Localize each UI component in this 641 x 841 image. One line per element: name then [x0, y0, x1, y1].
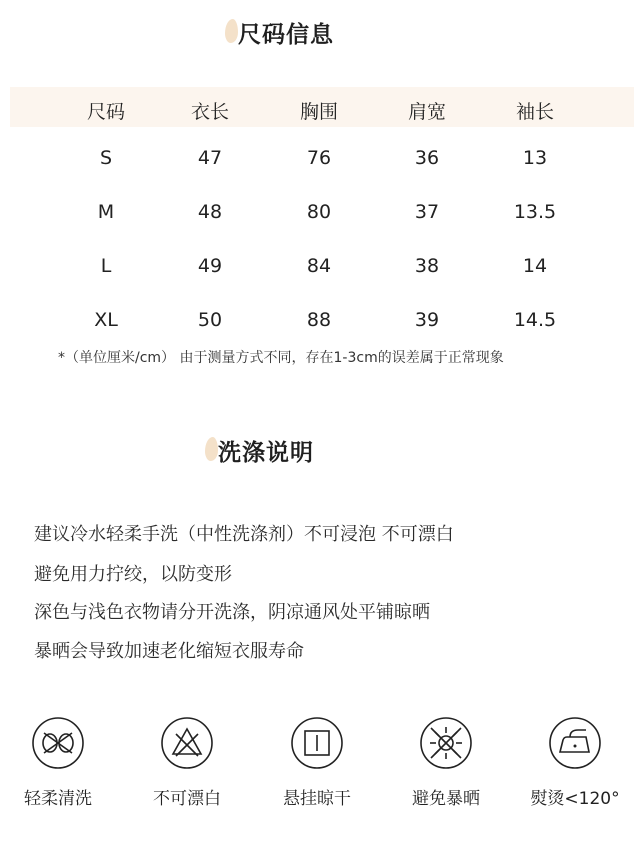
header-shoulder: 肩宽: [407, 101, 446, 123]
care-label: 不可漂白: [153, 789, 221, 809]
table-cell: 76: [306, 147, 332, 169]
table-cell: 84: [306, 255, 332, 277]
table-cell: 13.5: [513, 201, 557, 223]
table-cell: 14: [522, 255, 548, 277]
wash-instruction: 建议冷水轻柔手洗（中性洗涤剂）不可浸泡 不可漂白: [34, 524, 454, 545]
table-cell: XL: [94, 309, 118, 331]
care-label: 轻柔清洗: [24, 789, 92, 809]
iron-icon: [548, 716, 602, 770]
table-cell: M: [97, 201, 115, 223]
table-cell: S: [99, 147, 113, 169]
wash-instruction: 深色与浅色衣物请分开洗涤，阴凉通风处平铺晾晒: [34, 602, 430, 623]
table-cell: 50: [197, 309, 223, 331]
hang-dry-icon: [290, 716, 344, 770]
size-section-title-text: 尺码信息: [238, 22, 334, 48]
header-sleeve: 袖长: [515, 101, 554, 123]
title-accent-shape: [205, 437, 218, 461]
care-item-no-bleach: [132, 716, 242, 809]
header-chest: 胸围: [299, 101, 338, 123]
table-cell: 38: [414, 255, 440, 277]
table-cell: 39: [414, 309, 440, 331]
care-label: 熨烫<120°: [530, 789, 620, 809]
no-bleach-icon: [160, 716, 214, 770]
title-accent-shape: [225, 19, 238, 43]
size-section-title: [238, 16, 334, 49]
wash-instruction: 避免用力拧绞，以防变形: [34, 564, 232, 585]
table-cell: 80: [306, 201, 332, 223]
table-cell: 48: [197, 201, 223, 223]
care-label: 避免暴晒: [412, 789, 480, 809]
table-cell: 36: [414, 147, 440, 169]
care-item-hang-dry: [262, 716, 372, 809]
wash-section-title-text: 洗涤说明: [218, 440, 314, 466]
table-cell: 13: [522, 147, 548, 169]
wash-instruction: 暴晒会导致加速老化缩短衣服寿命: [34, 641, 304, 662]
table-cell: 88: [306, 309, 332, 331]
measurement-note: *（单位厘米/cm） 由于测量方式不同，存在1-3cm的误差属于正常现象: [58, 350, 504, 366]
table-cell: 47: [197, 147, 223, 169]
table-cell: 49: [197, 255, 223, 277]
header-size: 尺码: [86, 101, 125, 123]
table-cell: L: [100, 255, 112, 277]
care-item-avoid-sun: [391, 716, 501, 809]
care-item-gentle-wash: [3, 716, 113, 809]
gentle-wash-icon: [31, 716, 85, 770]
table-cell: 37: [414, 201, 440, 223]
care-item-iron: [520, 716, 630, 809]
care-label: 悬挂晾干: [283, 789, 351, 809]
avoid-sun-icon: [419, 716, 473, 770]
header-length: 衣长: [190, 101, 229, 123]
wash-section-title: [218, 434, 314, 467]
table-cell: 14.5: [513, 309, 557, 331]
